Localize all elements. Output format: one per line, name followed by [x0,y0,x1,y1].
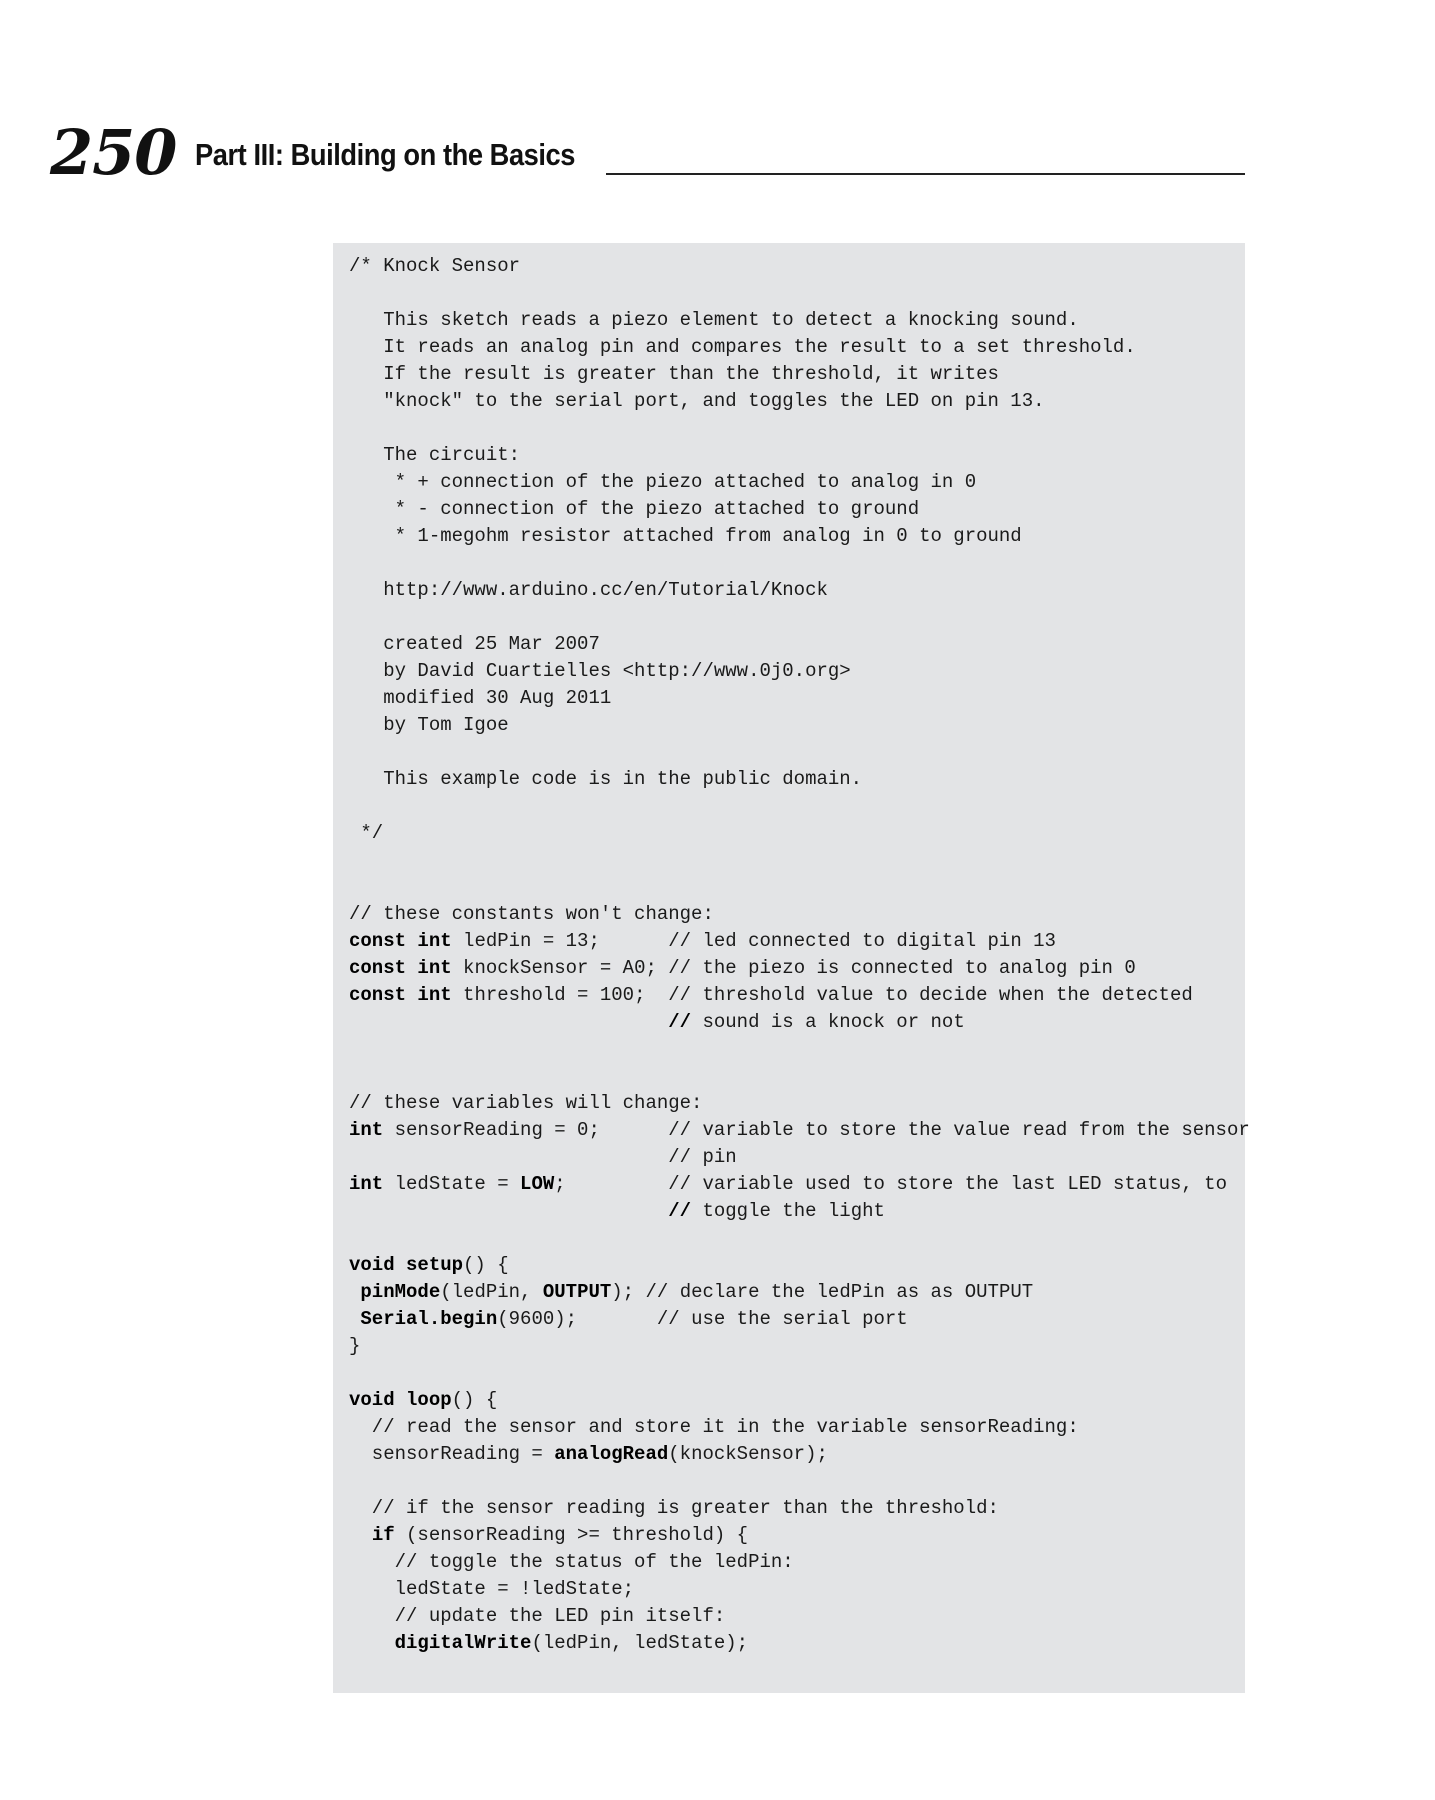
code-line: const int knockSensor = A0; // the piezo is connected to analog pin 0 [349,957,1136,979]
code-listing [333,243,1250,1693]
code-line [349,604,1245,631]
code-line: "knock" to the serial port, and toggles the LED on pin 13. [349,390,1045,412]
code-line: Serial.begin(9600); // use the serial port [360,1308,908,1330]
code-block [349,253,1250,1657]
code-line: /* Knock Sensor [349,255,521,277]
code-line: * - connection of the piezo attached to ground [349,498,920,520]
code-line: The circuit: [349,444,521,466]
code-line [349,874,1245,901]
code-line [349,1360,1245,1387]
code-line: } [349,1335,361,1357]
code-line: // sound is a knock or not [668,1011,965,1033]
page-number: 250 [50,116,177,189]
code-line: void setup() { [349,1254,509,1276]
code-line: pinMode(ledPin, OUTPUT); // declare the ledPin as as OUTPUT [360,1281,1034,1303]
code-line: sensorReading = analogRead(knockSensor); [349,1443,828,1465]
code-line: // update the LED pin itself: [349,1605,726,1627]
code-line [349,739,1245,766]
code-line: // if the sensor reading is greater than the threshold: [349,1497,999,1519]
code-line [349,1063,1245,1090]
code-line: digitalWrite(ledPin, ledState); [394,1632,749,1654]
code-line: // toggle the status of the ledPin: [349,1551,794,1573]
code-line [349,1036,1245,1063]
code-line: ledState = !ledState; [349,1578,635,1600]
code-line: // these variables will change: [349,1092,703,1114]
code-line: const int ledPin = 13; // led connected to digital pin 13 [349,930,1056,952]
code-line: * + connection of the piezo attached to analog in 0 [349,471,977,493]
code-line: This sketch reads a piezo element to detect a knocking sound. [349,309,1079,331]
code-line [349,1225,1245,1252]
code-line: int ledState = LOW; // variable used to store the last LED status, to [349,1173,1227,1195]
code-line: modified 30 Aug 2011 [349,687,612,709]
code-line: int sensorReading = 0; // variable to store the value read from the sensor [349,1119,1250,1141]
code-line: */ [349,822,384,844]
code-line [349,1468,1245,1495]
page-header [50,118,1245,188]
code-line [349,793,1245,820]
header-rule [606,173,1245,175]
code-line: // toggle the light [668,1200,885,1222]
code-line: const int threshold = 100; // threshold value to decide when the detected [349,984,1193,1006]
code-line: It reads an analog pin and compares the result to a set threshold. [349,336,1136,358]
code-line: http://www.arduino.cc/en/Tutorial/Knock [349,579,828,601]
code-line [349,550,1245,577]
code-line: // pin [349,1146,737,1168]
code-line: by David Cuartielles <http://www.0j0.org> [349,660,851,682]
code-line: created 25 Mar 2007 [349,633,600,655]
code-line [349,847,1245,874]
code-line: * 1-megohm resistor attached from analog in 0 to ground [349,525,1022,547]
code-line: This example code is in the public domain. [349,768,863,790]
code-line [349,280,1245,307]
code-line [349,415,1245,442]
code-line: by Tom Igoe [349,714,509,736]
code-line: // read the sensor and store it in the variable sensorReading: [349,1416,1079,1438]
code-line: // these constants won't change: [349,903,714,925]
part-title: Part III: Building on the Basics [195,137,576,172]
code-line: If the result is greater than the threshold, it writes [349,363,999,385]
code-line: void loop() { [349,1389,498,1411]
code-line: if (sensorReading >= threshold) { [371,1524,749,1546]
